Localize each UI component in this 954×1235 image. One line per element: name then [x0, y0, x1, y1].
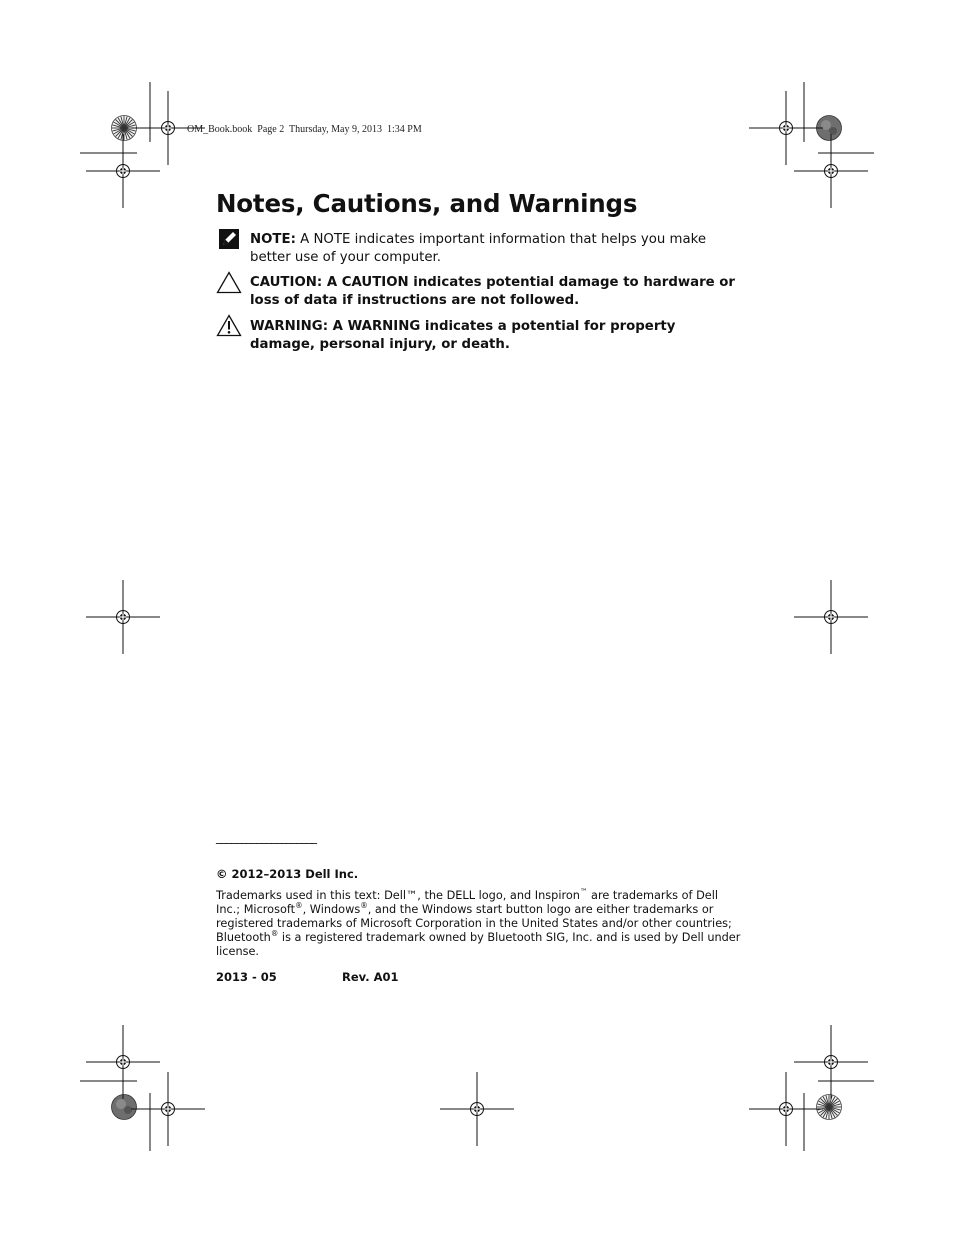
- copyright-line: © 2012–2013 Dell Inc.: [216, 867, 359, 881]
- trademark-paragraph: [216, 889, 741, 959]
- note-text: A NOTE indicates important information that helps you make better use of your computer.: [250, 232, 707, 265]
- note-notice: [250, 231, 740, 266]
- warning-notice: WARNING: A WARNING indicates a potential for property damage, personal injury, or death.: [250, 319, 676, 352]
- trademark-sup-r2: ®: [360, 901, 368, 911]
- trademark-text-3: , Windows: [302, 903, 361, 916]
- trademark-sup-tm: ™: [579, 887, 588, 897]
- caution-triangle-icon: [216, 271, 242, 294]
- note-label: NOTE:: [250, 232, 296, 247]
- trademark-sup-r3: ®: [270, 929, 279, 939]
- trademark-text-4: , and the Windows start button logo are either trademarks or registered trademarks of Microsoft Corporation in the United States and/or other countries; Bluetooth: [216, 903, 732, 944]
- revision-label: Rev. A01: [342, 970, 399, 984]
- note-pencil-icon: [219, 229, 239, 249]
- trademark-sup-r1: ®: [295, 901, 303, 911]
- caution-notice: CAUTION: A CAUTION indicates potential damage to hardware or loss of data if instructions are not followed.: [250, 275, 735, 308]
- warning-triangle-icon: [216, 314, 242, 337]
- trademark-text-2: are trademarks of Dell Inc.; Microsoft: [216, 889, 719, 916]
- separator-rule: ____________________: [216, 830, 316, 844]
- print-header: OM_Book.book Page 2 Thursday, May 9, 2013 1:34 PM: [187, 124, 422, 135]
- trademark-text-5: is a registered trademark owned by Bluetooth SIG, Inc. and is used by Dell under license.: [216, 931, 741, 958]
- publication-date: 2013 - 05: [216, 970, 277, 984]
- trademark-text-1: Trademarks used in this text: Dell™, the DELL logo, and Inspiron: [216, 889, 580, 902]
- page-title: Notes, Cautions, and Warnings: [216, 189, 638, 218]
